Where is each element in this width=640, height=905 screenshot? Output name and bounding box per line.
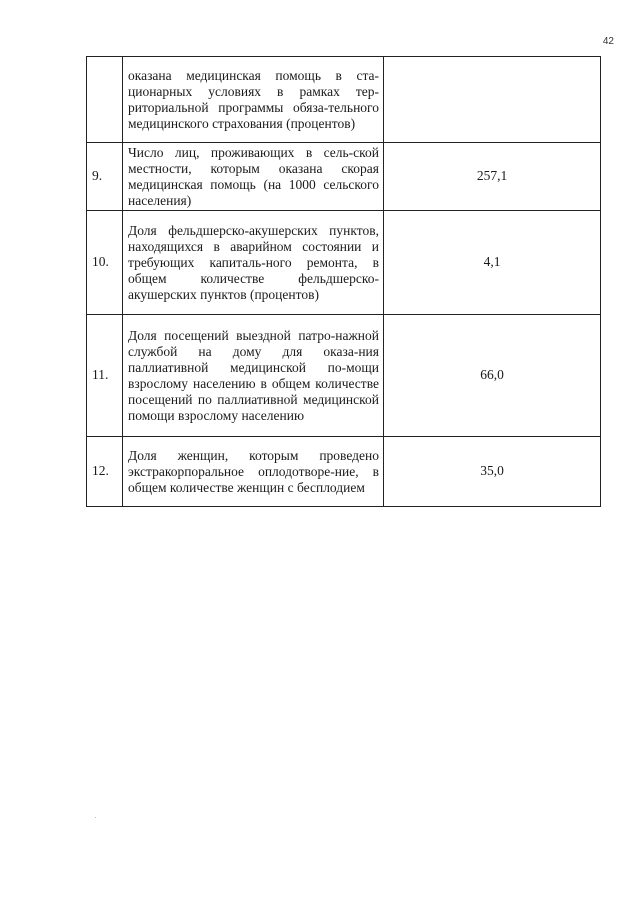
indicators-table (86, 56, 601, 507)
row-number: 11. (87, 315, 123, 437)
indicator-text: оказана медицинская помощь в ста-ционарных условиях в рамках тер-риториальной программы обяза-тельного медицинского страхования (процентов) (123, 57, 384, 143)
table-row (87, 57, 601, 143)
indicator-value: 66,0 (384, 315, 601, 437)
indicator-value (384, 57, 601, 143)
row-number: 12. (87, 437, 123, 507)
indicator-value: 35,0 (384, 437, 601, 507)
row-number (87, 57, 123, 143)
page-number: 42 (602, 36, 614, 47)
table-row (87, 143, 601, 211)
scan-speck (95, 817, 96, 818)
indicator-value: 4,1 (384, 211, 601, 315)
table-row (87, 315, 601, 437)
table-row (87, 211, 601, 315)
indicator-value: 257,1 (384, 143, 601, 211)
indicator-text: Число лиц, проживающих в сель-ской местности, которым оказана скорая медицинская помощь (на 1000 сельского населения) (123, 143, 384, 211)
table-row (87, 437, 601, 507)
indicator-text: Доля фельдшерско-акушерских пунктов, находящихся в аварийном состоянии и требующих капиталь-ного ремонта, в общем количестве фельдшерско-акушерских пунктов (процентов) (123, 211, 384, 315)
indicator-text: Доля женщин, которым проведено экстракорпоральное оплодотворе-ние, в общем количестве женщин с бесплодием (123, 437, 384, 507)
row-number: 9. (87, 143, 123, 211)
indicator-text: Доля посещений выездной патро-нажной службой на дому для оказа-ния паллиативной медицинской по-мощи взрослому населению в общем количестве посещений по паллиативной медицинской помощи взрослому населению (123, 315, 384, 437)
row-number: 10. (87, 211, 123, 315)
